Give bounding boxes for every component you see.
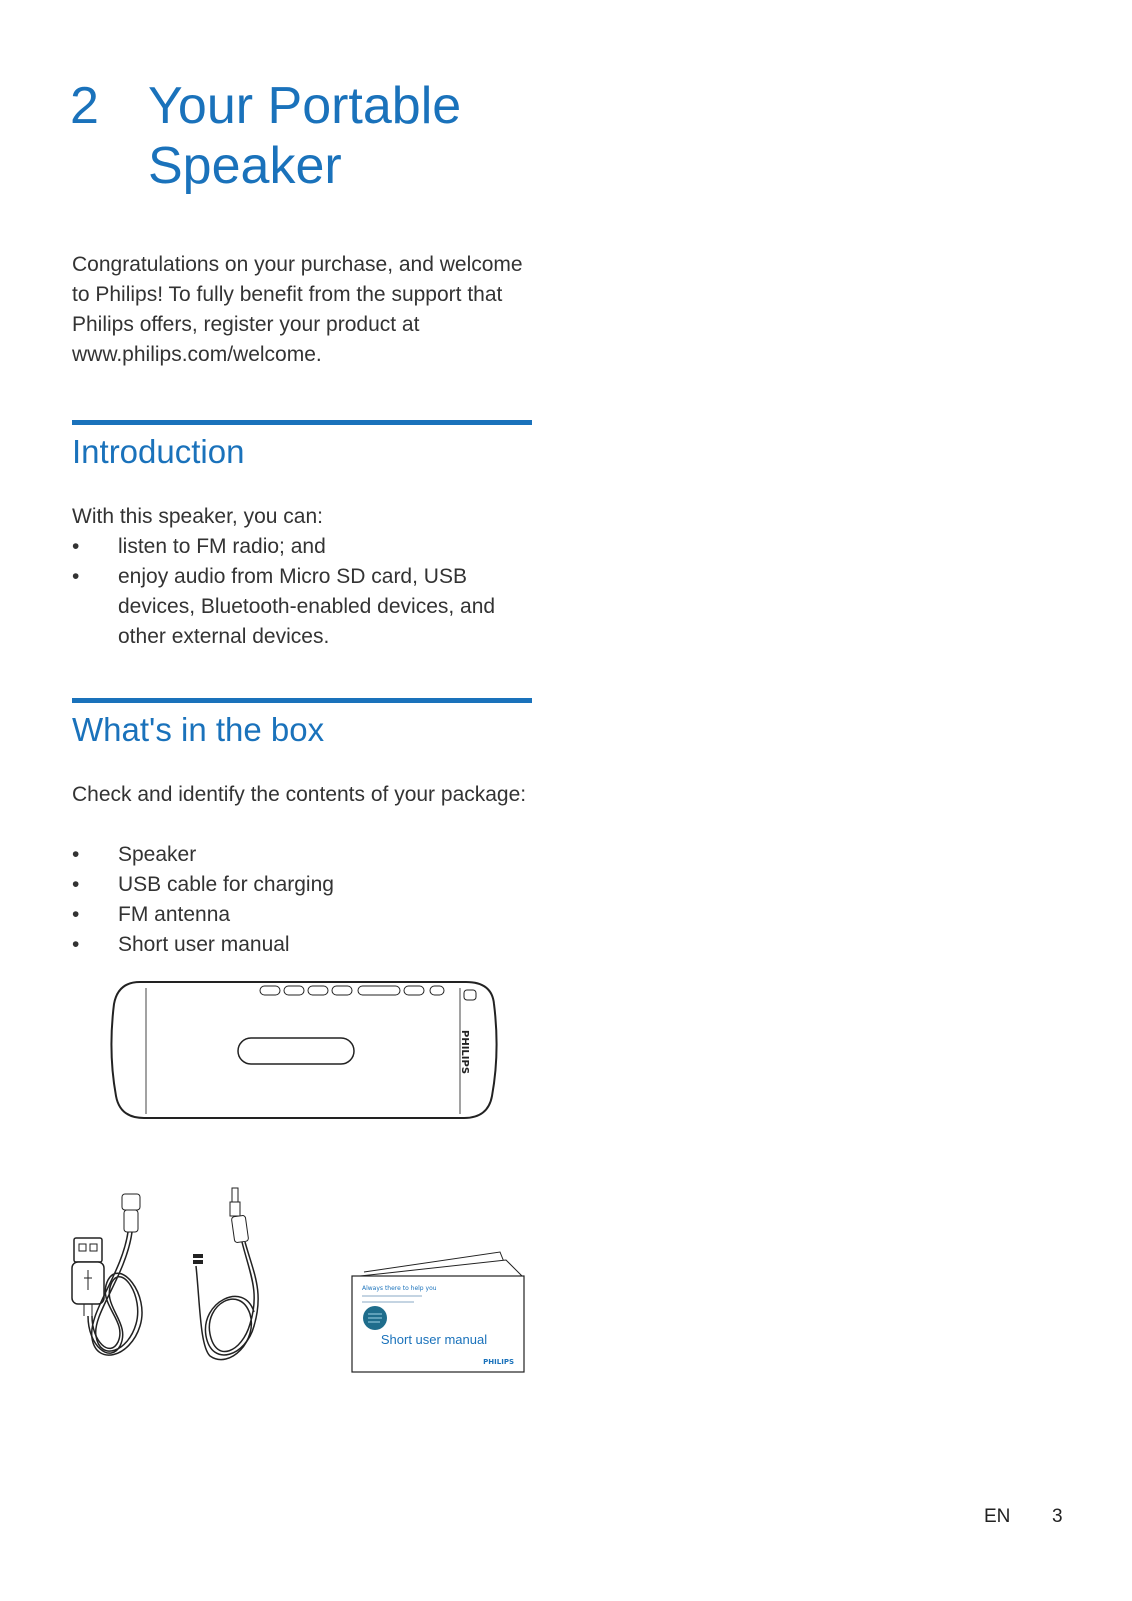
introduction-lead: With this speaker, you can: <box>72 505 323 528</box>
manual-title: Short user manual <box>380 1332 488 1347</box>
list-item: • FM antenna <box>72 900 532 930</box>
fm-antenna-illustration <box>190 1184 280 1376</box>
list-item: • USB cable for charging <box>72 870 532 900</box>
chapter-title: Your Portable Speaker <box>148 77 462 195</box>
introduction-heading: Introduction <box>72 433 245 470</box>
list-item: • listen to FM radio; and <box>72 532 532 562</box>
manual-brand: PHILIPS <box>483 1358 514 1366</box>
list-item: • Short user manual <box>72 930 532 960</box>
introduction-list <box>72 532 532 652</box>
list-item: • enjoy audio from Micro SD card, USB devices, Bluetooth-enabled devices, and other external devices. <box>72 562 532 652</box>
whats-in-box-lead: Check and identify the contents of your package: <box>72 783 527 806</box>
manual-tagline: Always there to help you <box>362 1285 437 1292</box>
speaker-illustration <box>108 978 500 1124</box>
page-number: 3 <box>1052 1506 1063 1527</box>
user-manual-illustration <box>350 1250 530 1376</box>
usb-cable-illustration <box>70 1186 160 1376</box>
section-rule-whats-in-box <box>72 698 532 703</box>
box-contents-list <box>72 840 532 960</box>
list-item: • Speaker <box>72 840 532 870</box>
section-rule-introduction <box>72 420 532 425</box>
chapter-number: 2 <box>70 77 99 135</box>
speaker-brand: PHILIPS <box>459 1030 470 1075</box>
intro-paragraph: Congratulations on your purchase, and welcome to Philips! To fully benefit from the support that Philips offers, register your product at www.philips.com/welcome. <box>72 253 523 366</box>
whats-in-box-heading: What's in the box <box>72 711 325 748</box>
footer-language: EN <box>984 1506 1011 1527</box>
